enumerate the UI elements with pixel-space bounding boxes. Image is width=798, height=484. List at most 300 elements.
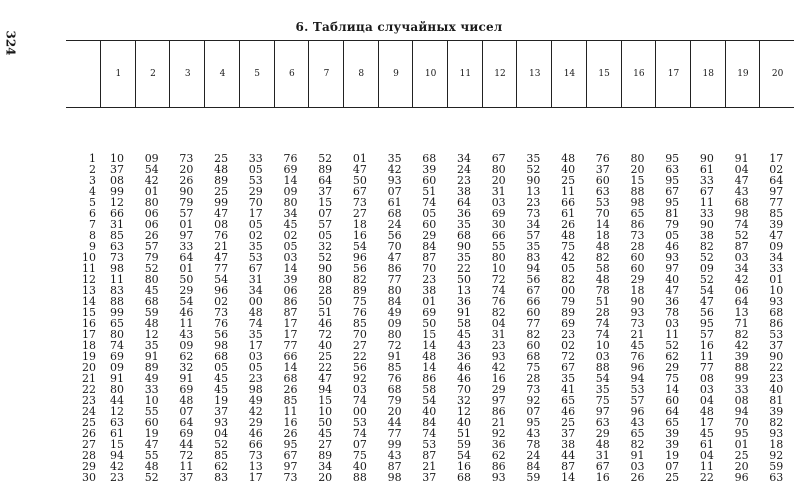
table-cell: 67 (699, 185, 714, 198)
table-cell: 90 (699, 218, 714, 231)
table-cell: 34 (318, 460, 333, 473)
table-cell: 35 (561, 372, 576, 385)
column-header: 19 (725, 41, 761, 107)
table-cell: 66 (491, 229, 506, 242)
table-cell: 47 (734, 174, 749, 187)
table-cell: 87 (422, 251, 437, 264)
table-cell: 34 (526, 218, 541, 231)
table-cell: 03 (734, 251, 749, 264)
table-cell: 09 (699, 262, 714, 275)
table-cell: 48 (422, 350, 437, 363)
table-cell: 14 (283, 361, 298, 374)
table-cell: 36 (665, 295, 680, 308)
table-cell: 56 (352, 361, 367, 374)
table-cell: 04 (491, 317, 506, 330)
table-cell: 05 (283, 240, 298, 253)
table-cell: 00 (248, 295, 263, 308)
table-cell: 40 (318, 339, 333, 352)
table-cell: 75 (526, 361, 541, 374)
table-cell: 72 (179, 449, 194, 462)
table-cell: 06 (144, 218, 159, 231)
table-cell: 14 (665, 383, 680, 396)
table-cell: 68 (144, 295, 159, 308)
table-cell: 52 (144, 262, 159, 275)
table-cell: 35 (595, 383, 610, 396)
table-cell: 11 (179, 317, 194, 330)
table-cell: 65 (630, 207, 645, 220)
table-cell: 97 (491, 394, 506, 407)
table-cell: 13 (457, 284, 471, 297)
table-cell: 13 (526, 185, 541, 198)
table-cell: 68 (457, 229, 471, 242)
table-cell: 95 (665, 174, 680, 187)
row-number: 23 (82, 394, 96, 407)
table-cell: 89 (144, 361, 159, 374)
table-cell: 04 (734, 163, 749, 176)
table-cell: 70 (457, 383, 471, 396)
table-cell: 53 (352, 416, 367, 429)
table-cell: 40 (352, 460, 367, 473)
table-cell: 35 (248, 240, 263, 253)
table-cell: 34 (734, 262, 749, 275)
table-cell: 98 (387, 471, 402, 484)
table-cell: 42 (561, 251, 576, 264)
table-cell: 03 (699, 383, 714, 396)
table-cell: 50 (318, 295, 333, 308)
column-header: 16 (621, 41, 657, 107)
table-cell: 47 (387, 251, 402, 264)
table-cell: 66 (526, 295, 541, 308)
table-cell: 48 (699, 405, 714, 418)
table-cell: 73 (352, 196, 367, 209)
table-cell: 90 (630, 295, 645, 308)
table-cell: 39 (422, 163, 437, 176)
table-cell: 89 (318, 163, 333, 176)
table-cell: 94 (630, 372, 645, 385)
row-number: 22 (82, 383, 96, 396)
table-cell: 48 (595, 438, 610, 451)
table-cell: 68 (422, 152, 437, 165)
table-cell: 70 (734, 416, 749, 429)
table-cell: 65 (665, 416, 680, 429)
table-cell: 64 (179, 416, 194, 429)
table-cell: 23 (110, 471, 124, 484)
row-number: 30 (82, 471, 96, 484)
row-number: 17 (82, 328, 96, 341)
table-cell: 14 (422, 361, 437, 374)
table-cell: 99 (110, 306, 124, 319)
table-cell: 67 (248, 262, 263, 275)
table-cell: 95 (699, 317, 714, 330)
table-cell: 39 (283, 273, 298, 286)
table-cell: 25 (214, 185, 229, 198)
table-cell: 91 (734, 152, 749, 165)
table-cell: 96 (214, 284, 229, 297)
table-cell: 48 (144, 317, 159, 330)
table-cell: 89 (318, 449, 333, 462)
table-cell: 29 (248, 416, 263, 429)
table-cell: 64 (318, 174, 333, 187)
table-cell: 64 (179, 251, 194, 264)
table-cell: 95 (526, 416, 541, 429)
table-cell: 18 (769, 438, 784, 451)
table-cell: 99 (214, 196, 229, 209)
table-cell: 77 (387, 273, 402, 286)
table-cell: 42 (734, 273, 749, 286)
table-cell: 42 (387, 163, 402, 176)
table-cell: 77 (769, 196, 784, 209)
table-cell: 10 (491, 262, 506, 275)
table-cell: 45 (699, 427, 714, 440)
table-cell: 31 (491, 185, 506, 198)
table-cell: 09 (283, 185, 298, 198)
table-cell: 59 (144, 306, 159, 319)
table-cell: 62 (179, 350, 194, 363)
table-cell: 53 (248, 251, 263, 264)
column-header: 5 (239, 41, 275, 107)
table-cell: 53 (769, 328, 784, 341)
table-cell: 23 (248, 372, 263, 385)
table-cell: 15 (630, 174, 645, 187)
table-cell: 59 (457, 438, 471, 451)
table-cell: 76 (491, 295, 506, 308)
table-cell: 80 (491, 163, 506, 176)
table-cell: 76 (630, 350, 645, 363)
table-cell: 97 (595, 405, 610, 418)
table-cell: 63 (595, 416, 610, 429)
table-cell: 09 (144, 152, 159, 165)
table-cell: 26 (144, 229, 159, 242)
table-cell: 70 (387, 240, 402, 253)
table-cell: 75 (352, 449, 367, 462)
table-cell: 03 (248, 350, 263, 363)
table-cell: 77 (283, 339, 298, 352)
table-cell: 48 (595, 273, 610, 286)
table-cell: 90 (526, 174, 541, 187)
table-cell: 45 (457, 328, 471, 341)
table-cell: 04 (699, 394, 714, 407)
table-cell: 57 (526, 229, 541, 242)
table-cell: 33 (144, 383, 159, 396)
table-cell: 35 (457, 251, 471, 264)
table-cell: 63 (769, 471, 784, 484)
table-cell: 51 (595, 295, 610, 308)
table-cell: 05 (214, 361, 229, 374)
table-cell: 97 (283, 460, 298, 473)
table-cell: 31 (491, 328, 506, 341)
table-cell: 65 (561, 394, 576, 407)
table-cell: 95 (665, 196, 680, 209)
table-cell: 01 (352, 152, 367, 165)
table-cell: 01 (144, 185, 159, 198)
table-cell: 96 (734, 471, 749, 484)
table-cell: 90 (457, 240, 471, 253)
table-cell: 17 (248, 207, 263, 220)
table-cell: 78 (526, 438, 541, 451)
table-cell: 61 (699, 163, 714, 176)
table-cell: 85 (283, 394, 298, 407)
table-cell: 60 (144, 416, 159, 429)
table-cell: 11 (561, 185, 576, 198)
table-cell: 60 (595, 174, 610, 187)
table-cell: 25 (318, 350, 333, 363)
table-cell: 82 (526, 328, 541, 341)
table-cell: 35 (457, 218, 471, 231)
column-header: 4 (204, 41, 240, 107)
table-cell: 28 (630, 240, 645, 253)
table-cell: 73 (283, 471, 298, 484)
table-cell: 76 (387, 372, 402, 385)
table-cell: 32 (179, 361, 194, 374)
table-cell: 69 (422, 306, 437, 319)
table-cell: 33 (699, 174, 714, 187)
table-cell: 91 (144, 350, 159, 363)
table-cell: 62 (491, 449, 506, 462)
table-cell: 79 (387, 394, 402, 407)
table-cell: 76 (214, 229, 229, 242)
table-cell: 34 (457, 152, 471, 165)
table-cell: 21 (422, 460, 437, 473)
table-cell: 82 (491, 306, 506, 319)
table-cell: 69 (283, 163, 298, 176)
table-cell: 25 (561, 174, 576, 187)
table-cell: 73 (630, 317, 645, 330)
table-cell: 79 (179, 196, 194, 209)
table-cell: 08 (699, 372, 714, 385)
table-cell: 18 (630, 284, 645, 297)
row-number: 3 (89, 174, 96, 187)
table-cell: 46 (248, 427, 263, 440)
table-cell: 97 (769, 185, 784, 198)
table-cell: 36 (457, 350, 471, 363)
table-cell: 89 (214, 174, 229, 187)
table-cell: 25 (561, 416, 576, 429)
table-cell: 50 (352, 174, 367, 187)
row-number: 24 (82, 405, 96, 418)
table-cell: 25 (665, 471, 680, 484)
table-cell: 09 (179, 339, 194, 352)
table-cell: 03 (630, 460, 645, 473)
table-cell: 07 (318, 207, 333, 220)
table-cell: 43 (179, 328, 194, 341)
table-cell: 40 (561, 163, 576, 176)
row-number: 28 (82, 449, 96, 462)
table-cell: 74 (491, 284, 506, 297)
table-cell: 20 (318, 471, 333, 484)
table-cell: 52 (665, 339, 680, 352)
table-cell: 02 (769, 163, 784, 176)
table-cell: 11 (699, 196, 714, 209)
table-cell: 84 (387, 295, 402, 308)
table-cell: 74 (595, 317, 610, 330)
table-cell: 60 (422, 174, 437, 187)
table-cell: 50 (422, 317, 437, 330)
table-cell: 06 (144, 207, 159, 220)
table-cell: 11 (283, 405, 298, 418)
table-cell: 47 (699, 295, 714, 308)
table-cell: 97 (179, 229, 194, 242)
table-cell: 56 (352, 262, 367, 275)
table-cell: 61 (561, 207, 576, 220)
table-cell: 52 (214, 438, 229, 451)
table-cell: 80 (491, 251, 506, 264)
column-header: 20 (759, 41, 795, 107)
table-cell: 47 (769, 229, 784, 242)
table-cell: 40 (665, 273, 680, 286)
row-number: 27 (82, 438, 96, 451)
table-cell: 70 (248, 196, 263, 209)
table-cell: 02 (214, 295, 229, 308)
table-cell: 21 (491, 416, 506, 429)
table-cell: 49 (387, 306, 402, 319)
row-number: 25 (82, 416, 96, 429)
table-cell: 25 (734, 449, 749, 462)
row-number: 4 (89, 185, 96, 198)
table-cell: 45 (630, 339, 645, 352)
table-cell: 05 (248, 163, 263, 176)
table-cell: 93 (387, 174, 402, 187)
table-cell: 23 (769, 372, 784, 385)
table-cell: 08 (214, 218, 229, 231)
table-cell: 57 (630, 394, 645, 407)
table-cell: 28 (526, 372, 541, 385)
table-cell: 16 (491, 372, 506, 385)
table-cell: 52 (699, 251, 714, 264)
table-cell: 52 (526, 163, 541, 176)
table-cell: 45 (283, 218, 298, 231)
table-cell: 52 (699, 273, 714, 286)
table-cell: 23 (526, 196, 541, 209)
table-cell: 45 (214, 383, 229, 396)
table-cell: 44 (179, 438, 194, 451)
table-cell: 69 (179, 427, 194, 440)
table-cell: 87 (422, 449, 437, 462)
table-cell: 86 (422, 372, 437, 385)
table-cell: 42 (144, 174, 159, 187)
table-cell: 82 (699, 240, 714, 253)
table-cell: 83 (526, 251, 541, 264)
table-cell: 64 (457, 196, 471, 209)
table-cell: 39 (769, 218, 784, 231)
table-cell: 01 (422, 295, 437, 308)
table-cell: 72 (561, 350, 576, 363)
table-cell: 22 (699, 471, 714, 484)
table-cell: 20 (630, 163, 645, 176)
table-cell: 17 (283, 317, 298, 330)
table-cell: 45 (214, 372, 229, 385)
table-cell: 54 (144, 163, 159, 176)
table-cell: 40 (422, 405, 437, 418)
row-number: 21 (82, 372, 96, 385)
table-cell: 59 (769, 460, 784, 473)
table-cell: 35 (526, 240, 541, 253)
table-cell: 51 (318, 306, 333, 319)
table-cell: 94 (110, 449, 124, 462)
table-cell: 19 (144, 427, 159, 440)
table-cell: 98 (630, 196, 645, 209)
row-number: 29 (82, 460, 96, 473)
table-cell: 33 (179, 240, 194, 253)
table-cell: 24 (457, 163, 471, 176)
table-cell: 98 (734, 207, 749, 220)
table-cell: 37 (595, 163, 610, 176)
table-cell: 85 (110, 229, 124, 242)
table-cell: 24 (387, 218, 402, 231)
table-cell: 37 (561, 427, 576, 440)
table-cell: 55 (491, 240, 506, 253)
table-cell: 24 (526, 449, 541, 462)
column-header: 10 (412, 41, 448, 107)
table-cell: 23 (491, 339, 506, 352)
table-cell: 02 (283, 229, 298, 242)
table-cell: 67 (665, 185, 680, 198)
table-cell: 82 (734, 328, 749, 341)
table-cell: 28 (595, 306, 610, 319)
table-cell: 38 (422, 284, 437, 297)
table-cell: 48 (561, 152, 576, 165)
table-cell: 48 (595, 240, 610, 253)
table-cell: 67 (491, 152, 506, 165)
table-cell: 54 (457, 449, 471, 462)
table-cell: 47 (665, 284, 680, 297)
table-cell: 37 (110, 163, 124, 176)
table-cell: 17 (699, 416, 714, 429)
table-cell: 60 (526, 339, 541, 352)
table-cell: 68 (457, 471, 471, 484)
table-cell: 58 (595, 262, 610, 275)
table-cell: 03 (665, 317, 680, 330)
table-cell: 91 (387, 350, 402, 363)
table-cell: 20 (734, 460, 749, 473)
row-number: 11 (82, 262, 96, 275)
table-cell: 12 (457, 405, 471, 418)
table-cell: 88 (110, 295, 124, 308)
table-cell: 79 (561, 295, 576, 308)
table-cell: 10 (595, 339, 610, 352)
table-cell: 39 (665, 427, 680, 440)
table-cell: 92 (769, 449, 784, 462)
table-cell: 59 (526, 471, 541, 484)
table-cell: 58 (457, 317, 471, 330)
table-cell: 65 (110, 317, 124, 330)
table-cell: 83 (110, 284, 124, 297)
table-cell: 85 (214, 449, 229, 462)
table-cell: 35 (144, 339, 159, 352)
row-number: 2 (89, 163, 96, 176)
table-cell: 35 (387, 152, 402, 165)
column-header: 6 (274, 41, 310, 107)
table-cell: 91 (110, 372, 124, 385)
table-cell: 57 (144, 240, 159, 253)
table-cell: 84 (422, 416, 437, 429)
table-cell: 45 (318, 427, 333, 440)
table-cell: 11 (699, 460, 714, 473)
table-cell: 92 (352, 372, 367, 385)
table-cell: 42 (491, 361, 506, 374)
table-cell: 22 (457, 262, 471, 275)
table-cell: 06 (734, 284, 749, 297)
table-cell: 67 (595, 460, 610, 473)
table-cell: 07 (665, 460, 680, 473)
table-cell: 17 (283, 328, 298, 341)
table-cell: 23 (422, 273, 437, 286)
table-cell: 01 (769, 273, 784, 286)
table-cell: 06 (283, 284, 298, 297)
table-cell: 18 (595, 229, 610, 242)
table-cell: 69 (110, 350, 124, 363)
row-number: 9 (89, 240, 96, 253)
table-cell: 73 (526, 207, 541, 220)
